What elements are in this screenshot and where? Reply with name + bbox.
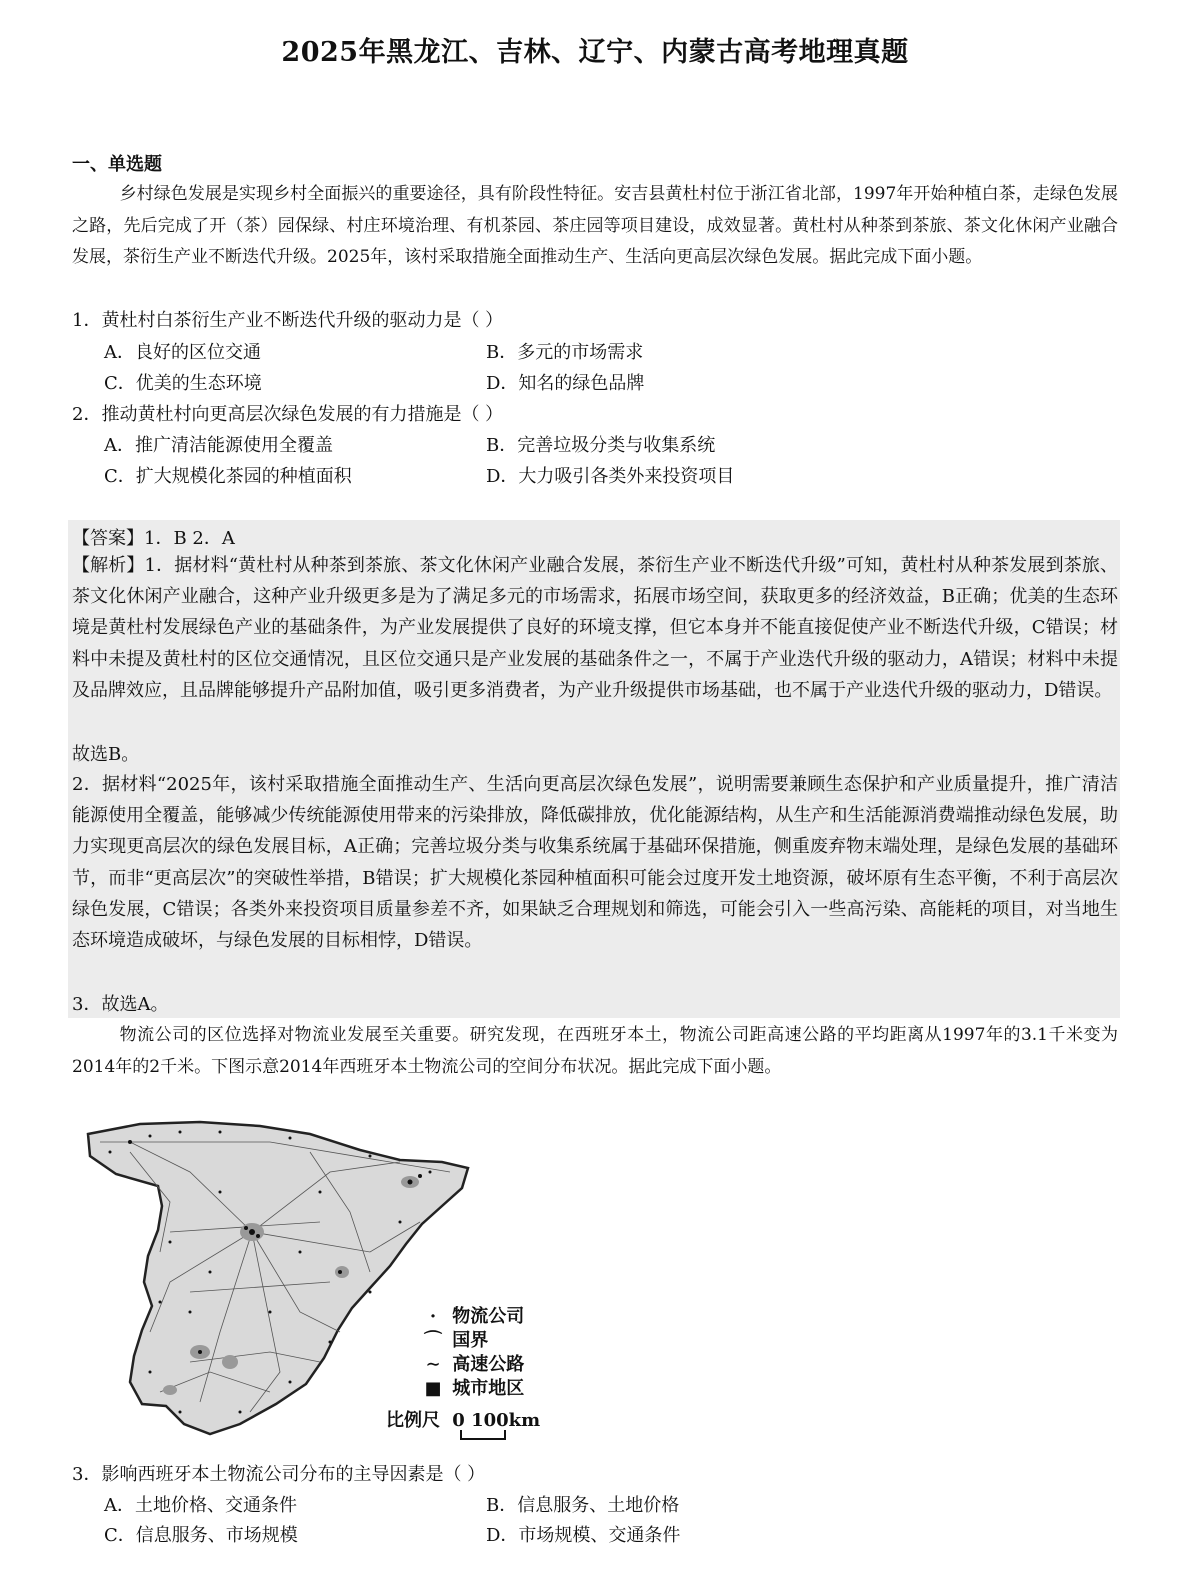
dot-icon: · [429,1306,437,1327]
q3-option-b[interactable]: B．信息服务、土地价格 [486,1495,680,1516]
legend-label-company: 物流公司 [452,1306,525,1327]
legend-item-highway [420,1350,524,1376]
analysis-2: 2．据材料“2025年，该村采取措施全面推动生产、生活向更高层次绿色发展”，说明需要兼顾生态保护和产业质量提升，推广清洁能源使用全覆盖，能够减少传统能源使用带来的污染排放，降低碳排放，优化能源结构，从生产和生活能源消费端推动绿色发展，助力实现更高层次的绿色发展目标，A正确；完善垃圾分类与收集系统属于基础环保措施，侧重废弃物末端处理，是绿色发展的基础环节，而非“更高层次”的突破性举措，B错误；扩大规模化茶园种植面积可能会过度开发土地资源，破坏原有生态平衡，不利于高层次绿色发展，C错误；各类外来投资项目质量参差不齐，如果缺乏合理规划和筛选，可能会引入一些高污染、高能耗的项目，对当地生态环境造成破坏，与绿色发展的目标相悖，D错误。 [72,774,1118,952]
map-scale [386,1406,540,1432]
legend-item-company [420,1302,524,1328]
urban-swatch-icon: ■ [424,1378,442,1399]
legend-label-highway: 高速公路 [452,1354,525,1375]
passage-1: 乡村绿色发展是实现乡村全面振兴的重要途径，具有阶段性特征。安吉县黄杜村位于浙江省北部，1997年开始种植白茶，走绿色发展之路，先后完成了开（茶）园保绿、村庄环境治理、有机茶园、茶庄园等项目建设，成效显著。黄杜村从种茶到茶旅、茶文化休闲产业融合发展，茶衍生产业不断迭代升级。2025年，该村采取措施全面推动生产、生活向更高层次绿色发展。据此完成下面小题。 [72,184,1118,267]
scale-label: 比例尺 [386,1410,440,1431]
q2-option-c[interactable]: C．扩大规模化茶园的种植面积 [104,466,352,487]
legend-label-urban: 城市地区 [452,1378,525,1399]
question-3-stem: 3．影响西班牙本土物流公司分布的主导因素是（ ） [72,1464,486,1485]
q3-option-d[interactable]: D．市场规模、交通条件 [486,1525,681,1546]
legend-item-border [420,1326,488,1352]
legend-label-border: 国界 [452,1330,489,1351]
q2-option-a[interactable]: A．推广清洁能源使用全覆盖 [104,435,333,456]
scale-value: 0 100km [452,1410,541,1431]
spain-outline [88,1122,468,1434]
passage-2: 物流公司的区位选择对物流业发展至关重要。研究发现，在西班牙本土，物流公司距高速公路的平均距离从1997年的3.1千米变为2014年的2千米。下图示意2014年西班牙本土物流公司的空间分布状况。据此完成下面小题。 [72,1025,1118,1077]
border-line-icon: ⌒ [424,1330,442,1351]
legend-item-urban [420,1374,524,1400]
q1-option-a[interactable]: A．良好的区位交通 [104,342,261,363]
answer-key: 【答案】1．B 2．A [72,528,235,549]
scale-bar-icon [460,1430,506,1440]
q1-option-d[interactable]: D．知名的绿色品牌 [486,373,645,394]
q2-option-b[interactable]: B．完善垃圾分类与收集系统 [486,435,716,456]
q1-option-b[interactable]: B．多元的市场需求 [486,342,644,363]
highway-line-icon: ∼ [425,1354,441,1375]
analysis-2-conclusion: 3．故选A。 [72,994,169,1015]
q1-option-c[interactable]: C．优美的生态环境 [104,373,262,394]
analysis-1-conclusion: 故选B。 [72,744,140,765]
question-1-stem: 1．黄杜村白茶衍生产业不断迭代升级的驱动力是（ ） [72,310,504,331]
question-2-stem: 2．推动黄杜村向更高层次绿色发展的有力措施是（ ） [72,404,504,425]
q3-option-a[interactable]: A．土地价格、交通条件 [104,1495,297,1516]
page-title: 2025年黑龙江、吉林、辽宁、内蒙古高考地理真题 [281,37,909,68]
q3-option-c[interactable]: C．信息服务、市场规模 [104,1525,298,1546]
analysis-1: 【解析】1．据材料“黄杜村从种茶到茶旅、茶文化休闲产业融合发展，茶衍生产业不断迭代升级”可知，黄杜村从种茶发展到茶旅、茶文化休闲产业融合，这种产业升级更多是为了满足多元的市场需求，拓展市场空间，获取更多的经济效益，B正确；优美的生态环境是黄杜村发展绿色产业的基础条件，为产业发展提供了良好的环境支撑，但它本身并不能直接促使产业不断迭代升级，C错误；材料中未提及黄杜村的区位交通情况，且区位交通只是产业发展的基础条件之一，不属于产业迭代升级的驱动力，A错误；材料中未提及品牌效应，且品牌能够提升产品附加值，吸引更多消费者，为产业升级提供市场基础，也不属于产业迭代升级的驱动力，D错误。 [72,555,1118,701]
q2-option-d[interactable]: D．大力吸引各类外来投资项目 [486,466,735,487]
section-heading: 一、单选题 [72,154,162,175]
